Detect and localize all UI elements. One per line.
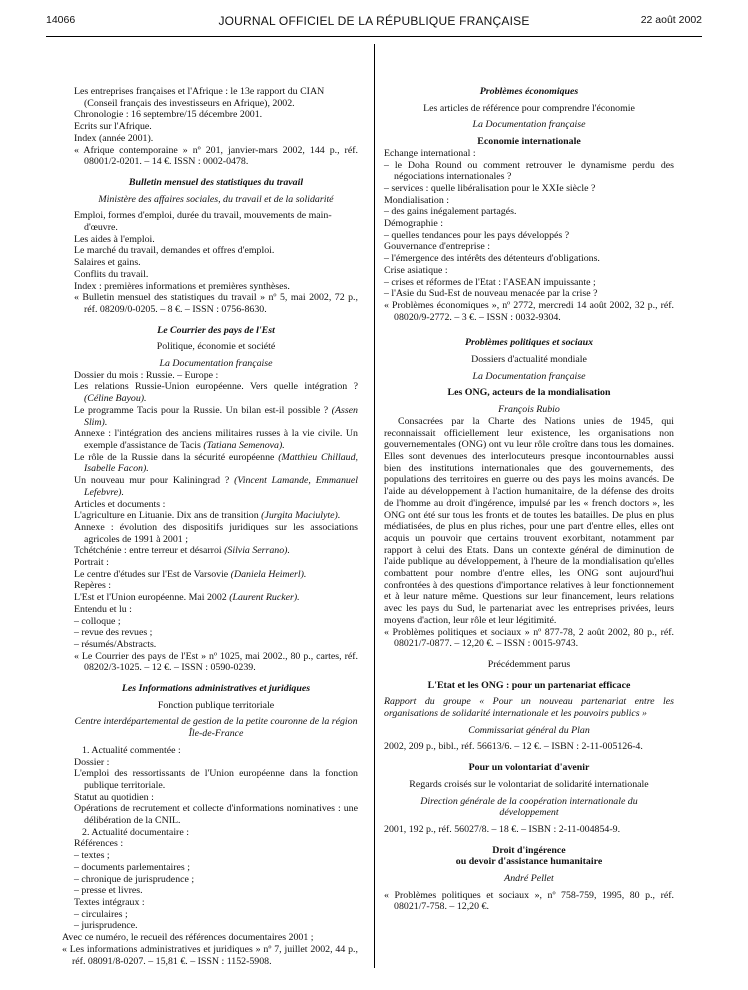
reference: « Problèmes politiques et sociaux » nº 877-78, 2 août 2002, 80 p., réf. 08021/7-0877. – 12,20 €. – ISSN : 0015-9743. [384, 626, 674, 650]
list-item: Crise asiatique : [384, 264, 448, 276]
list-item: – quelles tendances pour les pays développés ? [384, 229, 570, 241]
reference: 2002, 209 p., bibl., réf. 56613/6. – 12 €. – ISBN : 2-11-005126-4. [384, 741, 643, 753]
list-item: – services : quelle libéralisation pour le XXIe siècle ? [384, 182, 596, 194]
list-item: Le rôle de la Russie dans la sécurité européenne (Matthieu Chillaud, Isabelle Facon). [74, 451, 358, 475]
section-subtitle: Fonction publique territoriale [157, 699, 275, 711]
abstract: Consacrées par la Charte des Nations unies de 1945, qui reconnaissait officiellement leur existence, les organisations non gouvernementales (ONG) ont vu leur rôle croître dans tous les domaines. Elles sont devenues des interlocuteurs presque incontournables aussi bien des institutions internationales que des gouvernements, des populations des territoires en guerre ou des pays les moins avancés. De l'aide au développement à l'action humanitaire, de la défense des droits de l'homme au droit d'ingérence, impulsé par les « french doctors », les ONG ont été sur tous les fronts et de toutes les batailles. De plus en plus médiatisées, de plus en plus riches, pour une part d'entre elles, elles ont acquis un pouvoir que certains trouvent exorbitant, notamment par rapport à celui des Etats. Dans un contexte général de diminution de l'aide publique au développement, à l'heure de la mondialisation qu'elles combattent pour nombre d'entre elles, les ONG sont aujourd'hui confrontées à des questions d'importance relatives à leur fonctionnement et à leur nature même. Questions sur leur financement, leurs relations avec les pays du Sud, le partenariat avec les entreprises privées, leurs moyens d'action, leur rôle et leur légitimité. [384, 415, 674, 626]
list-item: Index : premières informations et premières synthèses. [74, 280, 290, 292]
left-column [62, 86, 358, 967]
list-item: – des gains inégalement partagés. [384, 206, 517, 218]
list-item: Avec ce numéro, le recueil des références documentaires 2001 ; [62, 932, 314, 944]
list-item: Le centre d'études sur l'Est de Varsovie (Daniela Heimerl). [74, 568, 307, 580]
list-item: L'emploi des ressortissants de l'Union européenne dans la fonction publique territoriale. [74, 768, 358, 791]
list-item: 2. Actualité documentaire : [82, 826, 189, 838]
list-item: Statut au quotidien : [74, 791, 154, 803]
page-number: 14066 [46, 14, 76, 26]
section-title: Le Courrier des pays de l'Est [157, 324, 275, 336]
section-subtitle: Les articles de référence pour comprendre l'économie [423, 102, 635, 114]
list-item: Portrait : [74, 557, 109, 569]
section-title: Problèmes politiques et sociaux [464, 337, 594, 349]
publisher: Commissariat général du Plan [468, 724, 590, 736]
list-item: Articles et documents : [74, 498, 166, 510]
section-subtitle: Politique, économie et société [156, 341, 276, 353]
intro-item: Les entreprises françaises et l'Afrique : le 13e rapport du CIAN (Conseil français des investisseurs en Afrique), 2002. [74, 86, 325, 109]
issue-heading: Economie internationale [477, 136, 581, 148]
list-item: Annexe : l'intégration des anciens militaires russes à la vie civile. Un exemple d'assistance de Tacis (Tatiana Semenova). [74, 428, 358, 451]
list-item: Salaires et gains. [74, 257, 141, 269]
list-item: Dossier du mois : Russie. – Europe : [74, 369, 219, 381]
list-item: Démographie : [384, 218, 443, 230]
issue-heading: Les ONG, acteurs de la mondialisation [447, 387, 611, 399]
list-item: – textes ; [74, 850, 110, 862]
reference: « Problèmes politiques et sociaux », nº 758-759, 1995, 80 p., réf. 08021/7-758. – 12,20 €. [384, 889, 674, 913]
list-item: Le marché du travail, demandes et offres d'emploi. [74, 245, 275, 257]
publisher: La Documentation française [472, 119, 586, 131]
list-item: Dossier : [74, 756, 110, 768]
publisher: Ministère des affaires sociales, du travail et de la solidarité [98, 193, 334, 205]
issue-date: 22 août 2002 [640, 14, 702, 26]
reference: « Afrique contemporaine » nº 201, janvier-mars 2002, 144 p., réf. 08001/2-0201. – 14 €. ISSN : 0002-0478. [74, 144, 358, 168]
list-item: – colloque ; [74, 615, 121, 627]
previously-published-label: Précédemment parus [487, 658, 571, 670]
right-column [384, 86, 674, 913]
list-item: Entendu et lu : [74, 603, 132, 615]
list-item: Un nouveau mur pour Kaliningrad ? (Vincent Lamande, Emmanuel Lefebvre). [74, 475, 358, 498]
author: André Pellet [504, 873, 554, 885]
list-item: Textes intégraux : [74, 897, 145, 908]
intro-item: Ecrits sur l'Afrique. [74, 121, 152, 133]
list-item: L'Est et l'Union européenne. Mai 2002 (Laurent Rucker). [74, 592, 300, 604]
list-item: Emploi, formes d'emploi, durée du travail, mouvements de main-d'œuvre. [74, 210, 332, 234]
list-item: Les aides à l'emploi. [74, 233, 155, 245]
list-item: – chronique de jurisprudence ; [74, 873, 195, 885]
list-item: Conflits du travail. [74, 268, 149, 280]
author: François Rubio [498, 404, 560, 416]
publisher: Centre interdépartemental de gestion de la petite couronne de la région Île-de-France [74, 716, 358, 740]
list-item: 1. Actualité commentée : [82, 744, 181, 756]
list-item: – l'émergence des intérêts des détenteurs d'obligations. [384, 253, 600, 265]
list-item: Annexe : évolution des dispositifs juridiques sur les associations agricoles de 1991 à 2001 ; [74, 521, 358, 545]
publisher: La Documentation française [472, 370, 586, 382]
book-description: Rapport du groupe « Pour un nouveau partenariat entre les organisations de solidarité internationale et les pouvoirs publics » [384, 696, 674, 720]
section-title: Les Informations administratives et juridiques [121, 683, 311, 695]
book-heading: ou devoir d'assistance humanitaire [455, 856, 603, 868]
list-item: Mondialisation : [384, 194, 450, 206]
page-header [46, 14, 702, 34]
list-item: – jurisprudence. [74, 920, 138, 932]
list-item: Echange international : [384, 147, 476, 159]
section-title: Problèmes économiques [479, 86, 579, 97]
reference: « Les informations administratives et juridiques » nº 7, juillet 2002, 44 p., réf. 08091/8-0207. – 15,81 €. – ISSN : 1152-5908. [62, 943, 358, 967]
column-divider [374, 44, 375, 968]
list-item: L'agriculture en Lituanie. Dix ans de transition (Jurgita Maciulyte). [74, 510, 341, 522]
list-item: Gouvernance d'entreprise : [384, 241, 490, 253]
section-subtitle: Dossiers d'actualité mondiale [471, 354, 587, 366]
intro-item: Chronologie : 16 septembre/15 décembre 2001. [74, 109, 263, 121]
list-item: – documents parlementaires ; [74, 861, 190, 873]
list-item: Le programme Tacis pour la Russie. Un bilan est-il possible ? (Assen Slim). [74, 404, 358, 428]
book-heading: Droit d'ingérence [492, 844, 566, 856]
list-item: – presse et livres. [74, 885, 143, 897]
header-rule [46, 36, 702, 37]
reference: 2001, 192 p., réf. 56027/8. – 18 €. – ISBN : 2-11-004854-9. [384, 823, 621, 835]
reference: « Problèmes économiques », nº 2772, mercredi 14 août 2002, 32 p., réf. 08020/9-2772. – 3 €. – ISSN : 0032-9304. [384, 299, 674, 323]
list-item: – l'Asie du Sud-Est de nouveau menacée par la crise ? [384, 288, 598, 300]
book-heading: L'Etat et les ONG : pour un partenariat efficace [427, 679, 631, 691]
publisher: Direction générale de la coopération internationale du développement [420, 795, 638, 819]
list-item: – circulaires ; [74, 908, 128, 920]
list-item: Tchétchénie : entre terreur et désarroi (Silvia Serrano). [74, 545, 290, 557]
reference: « Le Courrier des pays de l'Est » nº 1025, mai 2002., 80 p., cartes, réf. 08202/3-1025. – 12 €. – ISSN : 0590-0239. [74, 650, 358, 674]
book-heading: Pour un volontariat d'avenir [468, 762, 590, 774]
section-title: Bulletin mensuel des statistiques du travail [128, 176, 304, 188]
book-subtitle: Regards croisés sur le volontariat de solidarité internationale [409, 778, 649, 790]
list-item: – résumés/Abstracts. [74, 638, 157, 650]
list-item: Les relations Russie-Union européenne. Vers quelle intégration ? (Céline Bayou). [74, 381, 358, 405]
intro-item: Index (année 2001). [74, 132, 154, 144]
list-item: – le Doha Round ou comment retrouver le dynamisme perdu des négociations internationales ? [384, 159, 674, 183]
list-item: – revue des revues ; [74, 627, 153, 639]
list-item: – crises et réformes de l'Etat : l'ASEAN impuissante ; [384, 276, 596, 288]
list-item: Repères : [74, 580, 112, 592]
list-item: Opérations de recrutement et collecte d'informations nominatives : une délibération de la CNIL. [74, 803, 358, 827]
journal-title: JOURNAL OFFICIEL DE LA RÉPUBLIQUE FRANÇAISE [218, 14, 530, 28]
list-item: Références : [74, 838, 124, 850]
reference: « Bulletin mensuel des statistiques du travail » nº 5, mai 2002, 72 p., réf. 08209/0-0205. – 8 €. – ISSN : 0756-8630. [74, 292, 358, 315]
publisher: La Documentation française [159, 358, 273, 370]
